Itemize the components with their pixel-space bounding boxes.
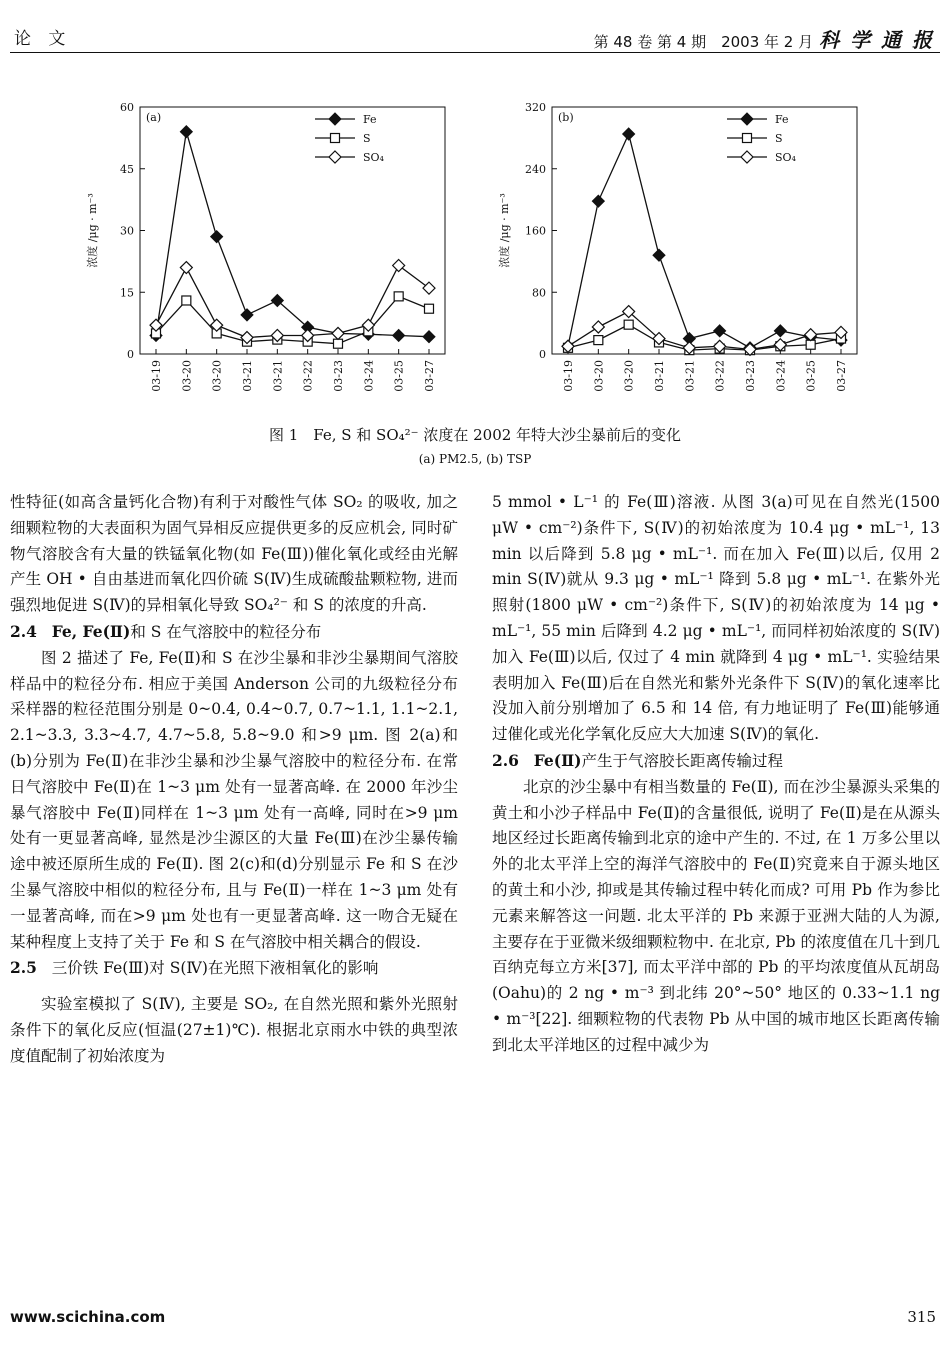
y-axis-label: 浓度 /μg · m⁻³ [498, 193, 511, 268]
y-tick-label: 15 [120, 286, 134, 300]
data-point [180, 126, 192, 138]
y-tick-label: 240 [525, 162, 546, 176]
data-point [425, 304, 434, 313]
data-point [774, 325, 786, 337]
paragraph: 实验室模拟了 S(Ⅳ), 主要是 SO₂, 在自然光照和紫外光照射条件下的氧化反应(恒温(27±1)℃). 根据北京雨水中铁的典型浓度值配制了初始浓度为 [10, 995, 458, 1065]
x-tick-label: 03-22 [301, 360, 315, 392]
x-tick-label: 03-24 [362, 360, 376, 392]
x-tick-label: 03-20 [180, 360, 194, 392]
data-point [423, 282, 435, 294]
y-tick-label: 0 [539, 348, 546, 361]
data-point [393, 259, 405, 271]
data-point [332, 327, 344, 339]
data-point [180, 262, 192, 274]
issue-info: 第 48 卷 第 4 期 2003 年 2 月 [593, 33, 814, 51]
paragraph: 5 mmol • L⁻¹ 的 Fe(Ⅲ)溶液. 从图 3(a)可见在自然光(1500 μW • cm⁻²)条件下, S(Ⅳ)的初始浓度为 10.4 μg • mL⁻¹, 13 min 以后降到 5.8 μg • mL⁻¹. 而在加入 Fe(Ⅲ)以后, 仅用 2 min S(Ⅳ)就从 9.3 μg • mL⁻¹ 降到 5.8 μg • mL⁻¹. 在紫外光照射(1800 μW • cm⁻²)条件下, S(Ⅳ)的初始浓度为 14 μg • mL⁻¹, 55 min 后降到 4.2 μg • mL⁻¹, 而同样初始浓度的 S(Ⅳ)加入 Fe(Ⅲ)以后, 仅过了 4 min 就降到 4 μg • mL⁻¹. 实验结果表明加入 Fe(Ⅲ)后在自然光和紫外光条件下 S(Ⅳ)的氧化速率比没加入前分别增加了 6.5 和 14 倍, 有力地证明了 Fe(Ⅲ)能够通过催化或光化学氧化反应大大加速 S(Ⅳ)的氧化. [492, 493, 940, 744]
series-line-SO [156, 265, 429, 337]
legend-label: S [775, 132, 783, 145]
y-axis-label: 浓度 /μg · m⁻³ [86, 193, 99, 268]
x-tick-label: 03-27 [835, 360, 848, 392]
figure-subcaption: (a) PM2.5, (b) TSP [418, 452, 532, 466]
heading-text: 产生于气溶胶长距离传输过程 [581, 751, 784, 770]
x-tick-label: 03-21 [241, 360, 254, 392]
chart-panel-a [78, 95, 478, 405]
paragraph: 性特征(如高含量钙化合物)有利于对酸性气体 SO₂ 的吸收, 加之细颗粒物的大表面积为固气异相反应提供更多的反应机会, 同时矿物气溶胶含有大量的铁锰氧化物(如 Fe(Ⅲ))催化氧化或经由光解产生 OH • 自由基进而氧化四价硫 S(Ⅳ)生成硫酸盐颗粒物, 进而强烈地促进 S(Ⅳ)的异相氧化导致 SO₄²⁻ 和 S 的浓度的升高. [10, 493, 458, 615]
y-tick-label: 320 [525, 101, 546, 114]
data-point [182, 296, 191, 305]
data-point [394, 292, 403, 301]
panel-label: (b) [558, 111, 574, 124]
x-tick-label: 03-21 [683, 360, 697, 392]
legend-marker [741, 113, 753, 125]
x-tick-label: 03-21 [653, 360, 666, 392]
data-point [393, 329, 405, 341]
y-tick-label: 30 [120, 224, 134, 238]
section-number: 2.6 [492, 750, 519, 770]
footer-url[interactable]: www.scichina.com [10, 1308, 166, 1326]
data-point [594, 336, 603, 345]
heading-text: 三价铁 Fe(Ⅲ)对 S(Ⅳ)在光照下液相氧化的影响 [51, 959, 379, 978]
section-number: 2.5 [10, 958, 37, 978]
data-point [623, 128, 635, 140]
series-line-Fe [568, 134, 841, 348]
y-tick-label: 60 [120, 101, 134, 114]
legend-label: SO₄ [363, 151, 384, 164]
series-line-S [156, 296, 429, 343]
left-column [10, 490, 458, 1070]
section-heading-2-5 [10, 955, 458, 982]
legend-label: SO₄ [775, 151, 796, 164]
x-tick-label: 03-25 [392, 360, 406, 392]
y-tick-label: 80 [532, 286, 546, 300]
x-tick-label: 03-20 [592, 360, 606, 392]
x-tick-label: 03-27 [423, 360, 436, 392]
series-line-S [568, 325, 841, 350]
x-tick-label: 03-22 [713, 360, 727, 392]
legend-marker [331, 134, 340, 143]
legend-label: S [363, 132, 371, 145]
legend-marker [329, 113, 341, 125]
legend-label: Fe [363, 113, 377, 126]
data-point [624, 320, 633, 329]
journal-header [594, 24, 934, 53]
legend-marker [741, 151, 753, 163]
heading-bold: Fe(Ⅱ) [533, 750, 582, 770]
legend-label: Fe [775, 113, 789, 126]
data-point [592, 195, 604, 207]
paragraph: 图 2 描述了 Fe, Fe(Ⅱ)和 S 在沙尘暴和非沙尘暴期间气溶胶样品中的粒径分布. 相应于美国 Anderson 公司的九级粒径分布采样器的粒径范围分别是 0~0.4, 0.4~0.7, 0.7~1.1, 1.1~2.1, 2.1~3.3, 3.3~4.7, 4.7~5.8, 5.8~9.0 和>9 μm. 图 2(a)和(b)分别为 Fe(Ⅱ)在非沙尘暴和沙尘暴气溶胶中的粒径分布. 在常日气溶胶中 Fe(Ⅱ)在 1~3 μm 处有一显著高峰. 在 2000 年沙尘暴气溶胶中 Fe(Ⅱ)同样在 1~3 μm 处有一高峰, 同时在>9 μm 处有一更显著高峰, 显然是沙尘源区的大量 Fe(Ⅲ)在沙尘暴传输途中被还原所生成的 Fe(Ⅱ). 图 2(c)和(d)分别显示 Fe 和 S 在沙尘暴气溶胶中相似的粒径分布, 且与 Fe(Ⅱ)一样在 1~3 μm 处有一显著高峰, 而在>9 μm 处也有一更显著高峰. 这一吻合无疑在某种程度上支持了关于 Fe 和 S 在气溶胶中相关耦合的假设. [10, 648, 458, 951]
x-tick-label: 03-23 [332, 360, 345, 392]
x-tick-label: 03-25 [804, 360, 818, 392]
data-point [334, 339, 343, 348]
section-label: 论 文 [14, 29, 72, 49]
data-point [241, 309, 253, 321]
data-point [592, 321, 604, 333]
heading-text: 和 S 在气溶胶中的粒径分布 [130, 622, 322, 641]
heading-bold: Fe, Fe(Ⅱ) [51, 621, 131, 641]
section-heading-2-6 [492, 748, 940, 775]
paragraph: 北京的沙尘暴中有相当数量的 Fe(Ⅱ), 而在沙尘暴源头采集的黄土和小沙子样品中 Fe(Ⅱ)的含量很低, 说明了 Fe(Ⅱ)是在从源头地区经过长距离传输到北京的途中产生的. 不过, 在 1 万多公里以外的北太平洋上空的海洋气溶胶中的 Fe(Ⅱ)究竟来自于源头地区的黄土和小沙, 抑或是其传输过程中转化而成? 可用 Pb 作为参比元素来解答这一问题. 北太平洋的 Pb 来源于亚洲大陆的人为源, 主要存在于亚微米级细颗粒物中. 在北京, Pb 的浓度值在几十到几百纳克每立方米[37], 而太平洋中部的 Pb 的平均浓度值从瓦胡岛(Oahu)的 2 ng • m⁻³ 到北纬 20°~50° 地区的 0.33~1.1 ng • m⁻³[22]. 细颗粒物的代表物 Pb 从中国的城市地区长距离传输到北太平洋地区的过程中减少为 [492, 777, 940, 1054]
data-point [714, 325, 726, 337]
plot-frame [140, 107, 445, 354]
y-tick-label: 45 [120, 162, 134, 176]
x-tick-label: 03-19 [150, 360, 163, 392]
header-rule [10, 52, 940, 53]
x-tick-label: 03-21 [271, 360, 285, 392]
panel-label: (a) [146, 111, 162, 124]
data-point [423, 331, 435, 343]
data-point [211, 231, 223, 243]
legend-marker [329, 151, 341, 163]
x-tick-label: 03-19 [562, 360, 575, 392]
plot-frame [552, 107, 857, 354]
data-point [806, 340, 815, 349]
figure-caption: 图 1 Fe, S 和 SO₄²⁻ 浓度在 2002 年特大沙尘暴前后的变化 [268, 426, 682, 444]
right-column [492, 490, 940, 1059]
x-tick-label: 03-23 [744, 360, 757, 392]
x-tick-label: 03-20 [622, 360, 636, 392]
data-point [653, 249, 665, 261]
page-number: 315 [907, 1308, 936, 1326]
x-tick-label: 03-24 [774, 360, 788, 392]
x-tick-label: 03-20 [210, 360, 224, 392]
series-line-SO [568, 312, 841, 350]
series-line-Fe [156, 132, 429, 337]
chart-panel-b [490, 95, 890, 405]
journal-title: 科 学 通 报 [819, 28, 934, 52]
section-number: 2.4 [10, 621, 37, 641]
legend-marker [743, 134, 752, 143]
y-tick-label: 0 [127, 348, 134, 361]
section-heading-2-4 [10, 619, 458, 646]
y-tick-label: 160 [525, 224, 546, 238]
